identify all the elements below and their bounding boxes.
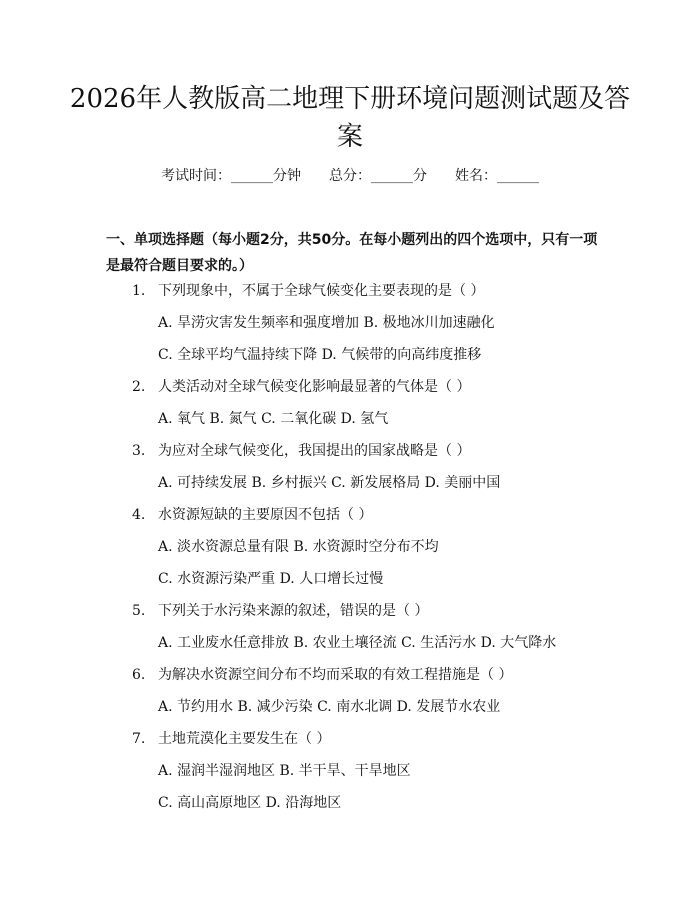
- question-text: 下列关于水污染来源的叙述，错误的是（ ）: [158, 603, 429, 619]
- student-name-field: 姓名：______: [455, 168, 539, 184]
- question-number: 3.: [132, 443, 146, 459]
- question-number: 4.: [132, 507, 146, 523]
- question-7-options-line-1: A. 湿润半湿润地区 B. 半干旱、干旱地区: [158, 763, 411, 779]
- question-1-options-line-2: C. 全球平均气温持续下降 D. 气候带的向高纬度推移: [158, 347, 482, 363]
- question-number: 1.: [132, 283, 146, 299]
- question-3-options-line-1: A. 可持续发展 B. 乡村振兴 C. 新发展格局 D. 美丽中国: [158, 475, 501, 491]
- question-text: 下列现象中，不属于全球气候变化主要表现的是（ ）: [158, 283, 485, 299]
- exam-time-field: 考试时间：______分钟: [161, 168, 301, 184]
- question-6-options-line-1: A. 节约用水 B. 减少污染 C. 南水北调 D. 发展节水农业: [158, 699, 501, 715]
- question-2-options-line-1: A. 氧气 B. 氮气 C. 二氧化碳 D. 氢气: [158, 411, 389, 427]
- page-title: 2026年人教版高二地理下册环境问题测试题及答案: [69, 84, 631, 152]
- question-text: 为应对全球气候变化，我国提出的国家战略是（ ）: [158, 443, 471, 459]
- section-heading: 一、单项选择题（每小题2分，共50分。在每小题列出的四个选项中，只有一项是最符合题目要求的。）: [106, 232, 598, 274]
- question-number: 6.: [132, 667, 146, 683]
- question-6: [132, 665, 512, 685]
- question-1: [132, 281, 484, 301]
- question-4-options-line-1: A. 淡水资源总量有限 B. 水资源时空分布不均: [158, 539, 439, 555]
- question-3: [132, 441, 470, 461]
- question-number: 5.: [132, 603, 146, 619]
- question-text: 人类活动对全球气候变化影响最显著的气体是（ ）: [158, 379, 471, 395]
- question-5: [132, 601, 428, 621]
- question-1-options-line-1: A. 旱涝灾害发生频率和强度增加 B. 极地冰川加速融化: [158, 315, 495, 331]
- question-4-options-line-2: C. 水资源污染严重 D. 人口增长过慢: [158, 571, 384, 587]
- exam-info-line: [0, 166, 700, 186]
- question-4: [132, 505, 372, 525]
- question-text: 水资源短缺的主要原因不包括（ ）: [158, 507, 373, 523]
- question-number: 2.: [132, 379, 146, 395]
- total-score-field: 总分：______分: [329, 168, 427, 184]
- question-2: [132, 377, 470, 397]
- question-7-options-line-2: C. 高山高原地区 D. 沿海地区: [158, 795, 342, 811]
- question-5-options-line-1: A. 工业废水任意排放 B. 农业土壤径流 C. 生活污水 D. 大气降水: [158, 635, 557, 651]
- question-text: 为解决水资源空间分布不均而采取的有效工程措施是（ ）: [158, 667, 513, 683]
- question-7: [132, 729, 330, 749]
- question-number: 7.: [132, 731, 146, 747]
- question-text: 土地荒漠化主要发生在（ ）: [158, 731, 331, 747]
